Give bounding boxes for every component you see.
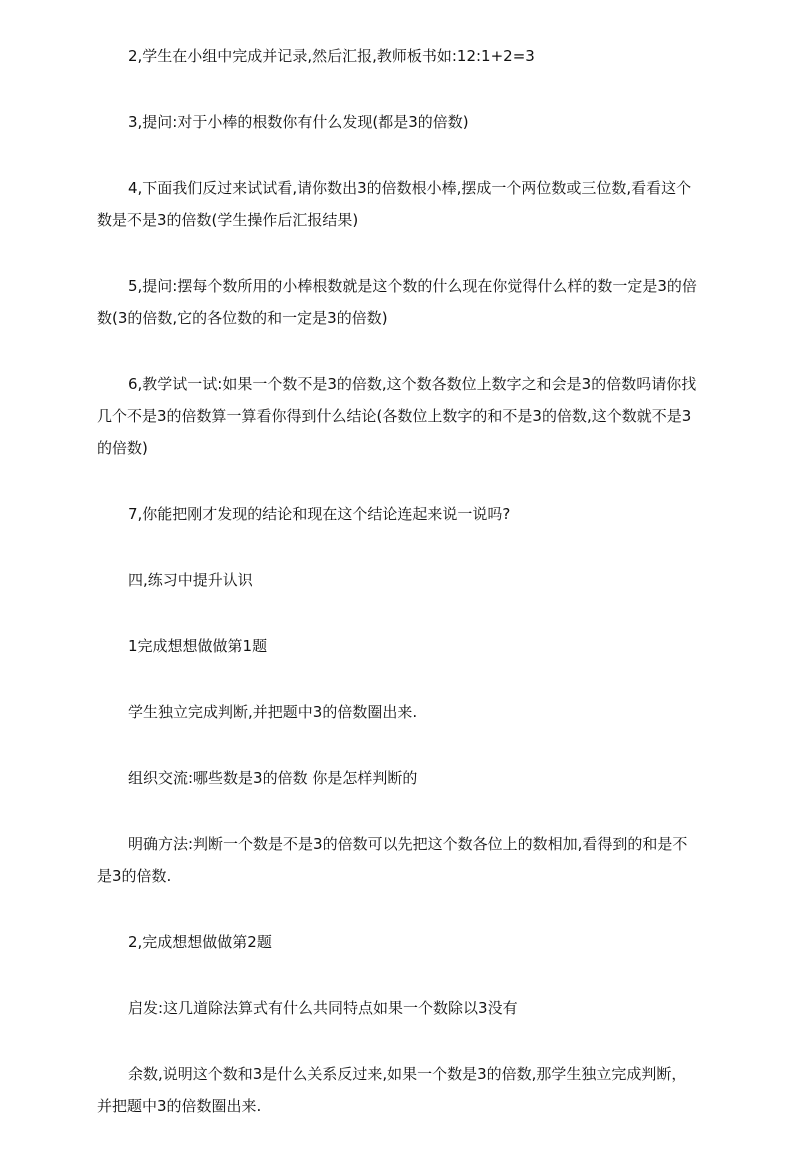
paragraph-step-6: 6,教学试一试:如果一个数不是3的倍数,这个数各数位上数字之和会是3的倍数吗请你找几个不是3的倍数算一算看你得到什么结论(各数位上数字的和不是3的倍数,这个数就不是3的倍数) [97,375,697,457]
paragraph-remainder: 余数,说明这个数和3是什么关系反过来,如果一个数是3的倍数,那学生独立完成判断，并把题中3的倍数圈出来. [97,1065,687,1115]
document-body [97,40,699,1156]
paragraph-step-2: 2,学生在小组中完成并记录,然后汇报,教师板书如:12:1+2=3 [128,47,535,65]
paragraph-discussion: 组织交流:哪些数是3的倍数 你是怎样判断的 [128,769,418,787]
paragraph-step-4: 4,下面我们反过来试试看,请你数出3的倍数根小棒,摆成一个两位数或三位数,看看这个数是不是3的倍数(学生操作后汇报结果) [97,179,692,229]
paragraph-step-5: 5,提问:摆每个数所用的小棒根数就是这个数的什么现在你觉得什么样的数一定是3的倍数(3的倍数,它的各位数的和一定是3的倍数) [97,277,697,327]
paragraph-prompt: 启发:这几道除法算式有什么共同特点如果一个数除以3没有 [128,999,518,1017]
section-heading-practice: 四,练习中提升认识 [128,571,253,589]
paragraph-independent-work: 学生独立完成判断,并把题中3的倍数圈出来. [128,703,418,721]
paragraph-exercise-2: 2,完成想想做做第2题 [128,933,272,951]
paragraph-step-3: 3,提问:对于小棒的根数你有什么发现(都是3的倍数) [128,113,469,131]
paragraph-method: 明确方法:判断一个数是不是3的倍数可以先把这个数各位上的数相加,看得到的和是不是3的倍数. [97,835,688,885]
paragraph-exercise-1: 1完成想想做做第1题 [128,637,268,655]
paragraph-step-7: 7,你能把刚才发现的结论和现在这个结论连起来说一说吗? [128,505,511,523]
